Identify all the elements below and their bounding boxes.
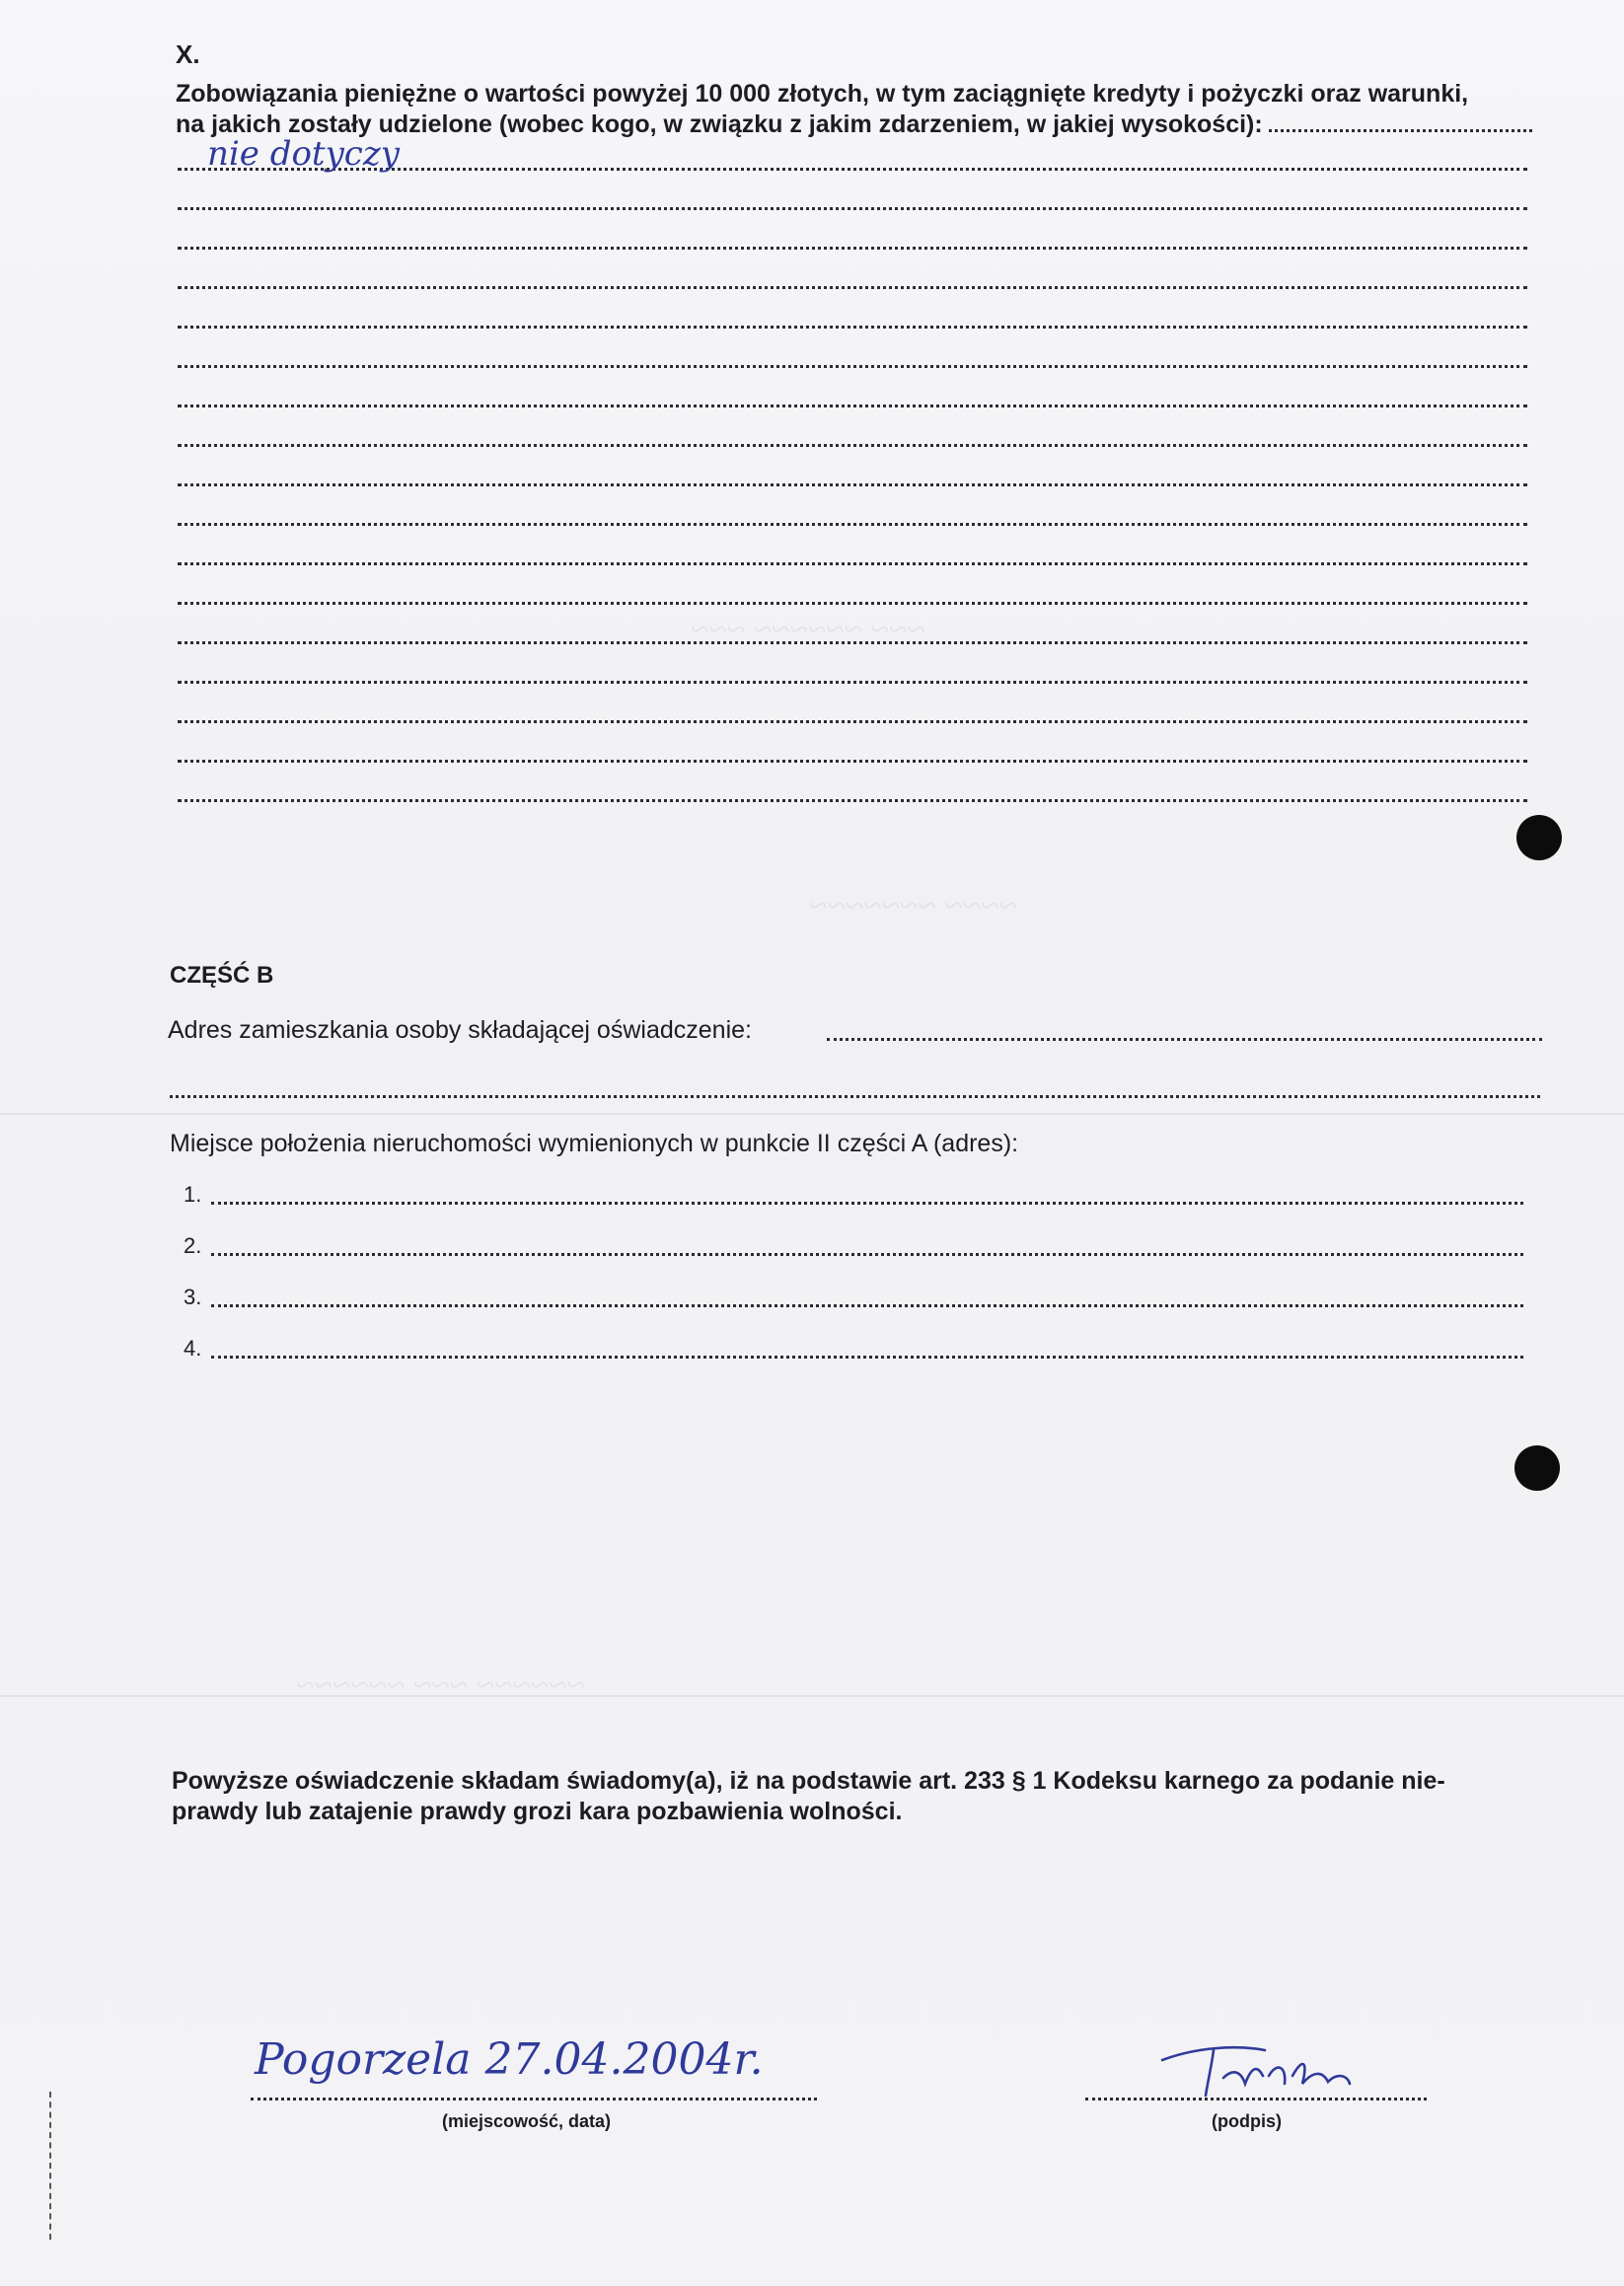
section-x-question: [176, 79, 1532, 140]
answer-line[interactable]: [178, 602, 1527, 605]
address-label: Adres zamieszkania osoby składającej oświadczenie:: [168, 1016, 752, 1044]
address-field-line2[interactable]: [170, 1095, 1540, 1098]
property-field-1[interactable]: [211, 1202, 1523, 1205]
answer-dotted-line[interactable]: [1269, 129, 1532, 132]
property-item-number: 4.: [184, 1336, 202, 1361]
handwritten-place-date: Pogorzela 27.04.2004r.: [255, 2034, 764, 2085]
answer-line[interactable]: [178, 641, 1527, 644]
section-x-question-line2: na jakich zostały udzielone (wobec kogo, w związku z jakim zdarzeniem, w jakiej wysokości):: [176, 111, 1263, 138]
scan-edge-mark: [49, 2092, 53, 2240]
answer-line[interactable]: [178, 523, 1527, 526]
place-date-line[interactable]: [251, 2098, 817, 2101]
address-field-line1[interactable]: [827, 1038, 1542, 1041]
section-x-question-line1: Zobowiązania pieniężne o wartości powyżej 10 000 złotych, w tym zaciągnięte kredyty i pożyczki oraz warunki,: [176, 80, 1469, 108]
signature-image: [1154, 2032, 1411, 2102]
declaration-line1: Powyższe oświadczenie składam świadomy(a), iż na podstawie art. 233 § 1 Kodeksu karnego za podanie nie-: [172, 1767, 1445, 1795]
show-through-marks: ~~~~~~ ~~~ ~~~~~~: [296, 1667, 585, 1704]
answer-line[interactable]: [178, 562, 1527, 565]
punch-hole: [1516, 815, 1562, 860]
property-item-number: 3.: [184, 1285, 202, 1309]
punch-hole: [1514, 1445, 1560, 1491]
property-label: Miejsce położenia nieruchomości wymienionych w punkcie II części A (adres):: [170, 1130, 1019, 1157]
signature-caption: (podpis): [1212, 2111, 1282, 2131]
handwritten-answer: nie dotyczy: [207, 134, 400, 174]
answer-line[interactable]: [178, 326, 1527, 329]
property-field-4[interactable]: [211, 1356, 1523, 1359]
answer-line[interactable]: [178, 681, 1527, 684]
place-date-caption: (miejscowość, data): [442, 2111, 612, 2131]
property-item-number: 1.: [184, 1182, 202, 1207]
answer-line[interactable]: [178, 760, 1527, 763]
answer-line[interactable]: [178, 405, 1527, 407]
signature-line[interactable]: [1085, 2098, 1427, 2101]
declaration-line2: prawdy lub zatajenie prawdy grozi kara pozbawienia wolności.: [172, 1798, 903, 1825]
fold-line: [0, 1113, 1624, 1115]
property-field-2[interactable]: [211, 1253, 1523, 1256]
answer-line[interactable]: [178, 720, 1527, 723]
fold-line: [0, 1695, 1624, 1697]
show-through-marks: ~~~~ ~~~~~~~: [809, 888, 1017, 924]
answer-line[interactable]: [178, 247, 1527, 250]
part-b-heading: CZĘŚĆ B: [170, 962, 274, 989]
property-field-3[interactable]: [211, 1304, 1523, 1307]
show-through-marks: ~~~ ~~~~~~ ~~~: [691, 612, 925, 648]
answer-line[interactable]: [178, 365, 1527, 368]
answer-line[interactable]: [178, 286, 1527, 289]
answer-line[interactable]: [178, 483, 1527, 486]
property-item-number: 2.: [184, 1233, 202, 1258]
declaration-text: [172, 1766, 1533, 1827]
section-x-label: X.: [176, 39, 200, 69]
answer-line[interactable]: [178, 444, 1527, 447]
answer-line[interactable]: [178, 207, 1527, 210]
answer-line[interactable]: [178, 799, 1527, 802]
